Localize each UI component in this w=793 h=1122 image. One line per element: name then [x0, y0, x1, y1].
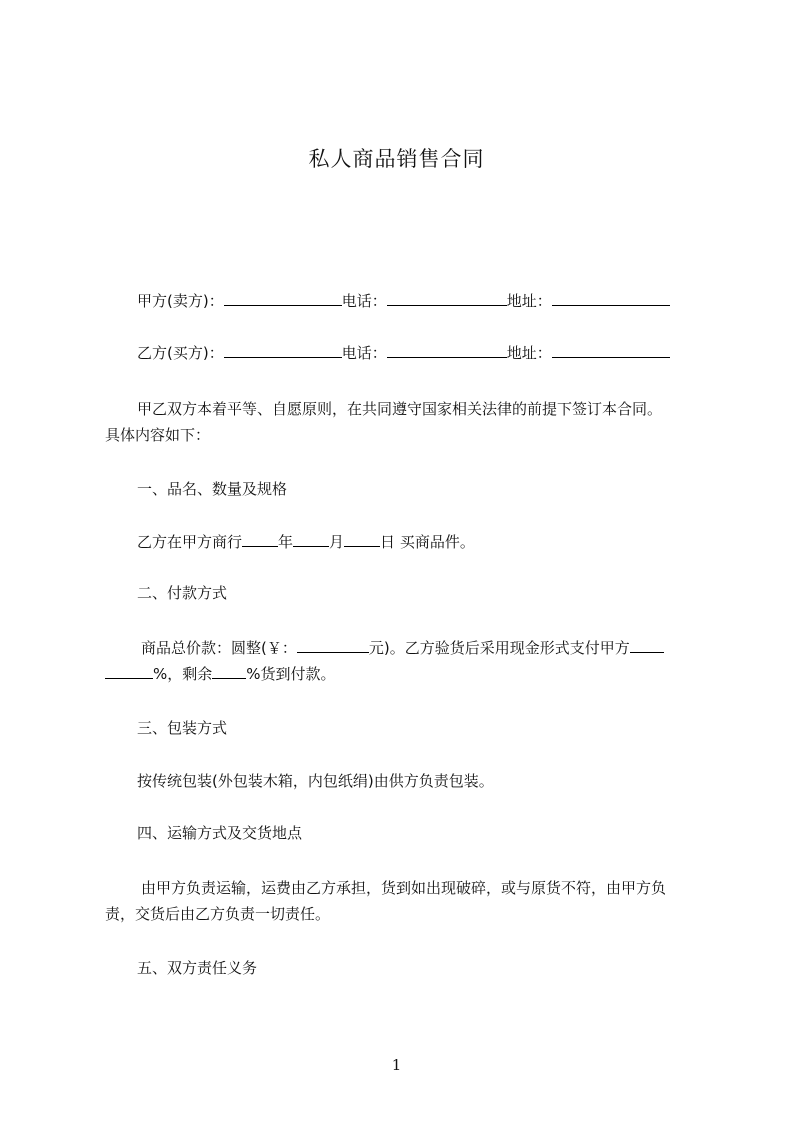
page-number: 1	[391, 1056, 402, 1074]
remaining-label: %，剩余	[153, 665, 213, 683]
party-a-name-blank[interactable]	[224, 290, 342, 306]
party-b-phone-blank[interactable]	[387, 342, 507, 358]
payment-text: 元)。乙方验货后采用现金形式支付甲方	[368, 639, 630, 657]
section-1-heading: 一、品名、数量及规格	[137, 480, 288, 498]
section-1-text-end: 买商品件。	[395, 533, 475, 551]
day-blank[interactable]	[344, 531, 380, 547]
section-1-text: 乙方在甲方商行	[137, 533, 243, 551]
month-blank[interactable]	[293, 531, 329, 547]
section-2-line-2	[105, 663, 336, 685]
section-5-heading: 五、双方责任义务	[137, 959, 258, 977]
party-a-phone-blank[interactable]	[387, 290, 507, 306]
party-b-phone-label: 电话：	[341, 344, 387, 362]
section-4-line-1: 由甲方负责运输，运费由乙方承担，货到如出现破碎，或与原货不符，由甲方负	[141, 879, 667, 897]
section-4-heading: 四、运输方式及交货地点	[137, 824, 303, 842]
party-a-line	[137, 290, 670, 312]
remaining-percent-blank[interactable]	[212, 663, 246, 679]
day-label: 日	[380, 533, 396, 551]
section-2-line-1	[141, 637, 664, 659]
section-2-heading: 二、付款方式	[137, 584, 228, 602]
party-b-address-label: 地址：	[506, 344, 552, 362]
party-b-label: 乙方(买方)：	[137, 344, 224, 362]
price-blank[interactable]	[297, 637, 369, 653]
section-3-body: 按传统包装(外包装木箱，内包纸绢)由供方负责包装。	[137, 772, 494, 790]
party-b-line	[137, 342, 670, 364]
payment-percent-blank-a[interactable]	[630, 637, 664, 653]
party-a-label: 甲方(卖方)：	[137, 292, 224, 310]
payment-percent-blank-b[interactable]	[105, 663, 153, 679]
section-3-heading: 三、包装方式	[137, 719, 228, 737]
section-1-body	[137, 531, 475, 553]
intro-line-2: 具体内容如下：	[105, 426, 211, 444]
party-a-phone-label: 电话：	[341, 292, 387, 310]
intro-line-1: 甲乙双方本着平等、自愿原则，在共同遵守国家相关法律的前提下签订本合同。	[137, 400, 663, 418]
year-label: 年	[278, 533, 294, 551]
party-a-address-label: 地址：	[506, 292, 552, 310]
price-label: 商品总价款：圆整(￥：	[141, 639, 297, 657]
year-blank[interactable]	[242, 531, 278, 547]
cod-label: %货到付款。	[246, 665, 336, 683]
party-a-address-blank[interactable]	[552, 290, 670, 306]
document-title: 私人商品销售合同	[308, 147, 485, 171]
party-b-name-blank[interactable]	[224, 342, 342, 358]
month-label: 月	[329, 533, 345, 551]
party-b-address-blank[interactable]	[552, 342, 670, 358]
section-4-line-2: 责，交货后由乙方负责一切责任。	[105, 905, 331, 923]
